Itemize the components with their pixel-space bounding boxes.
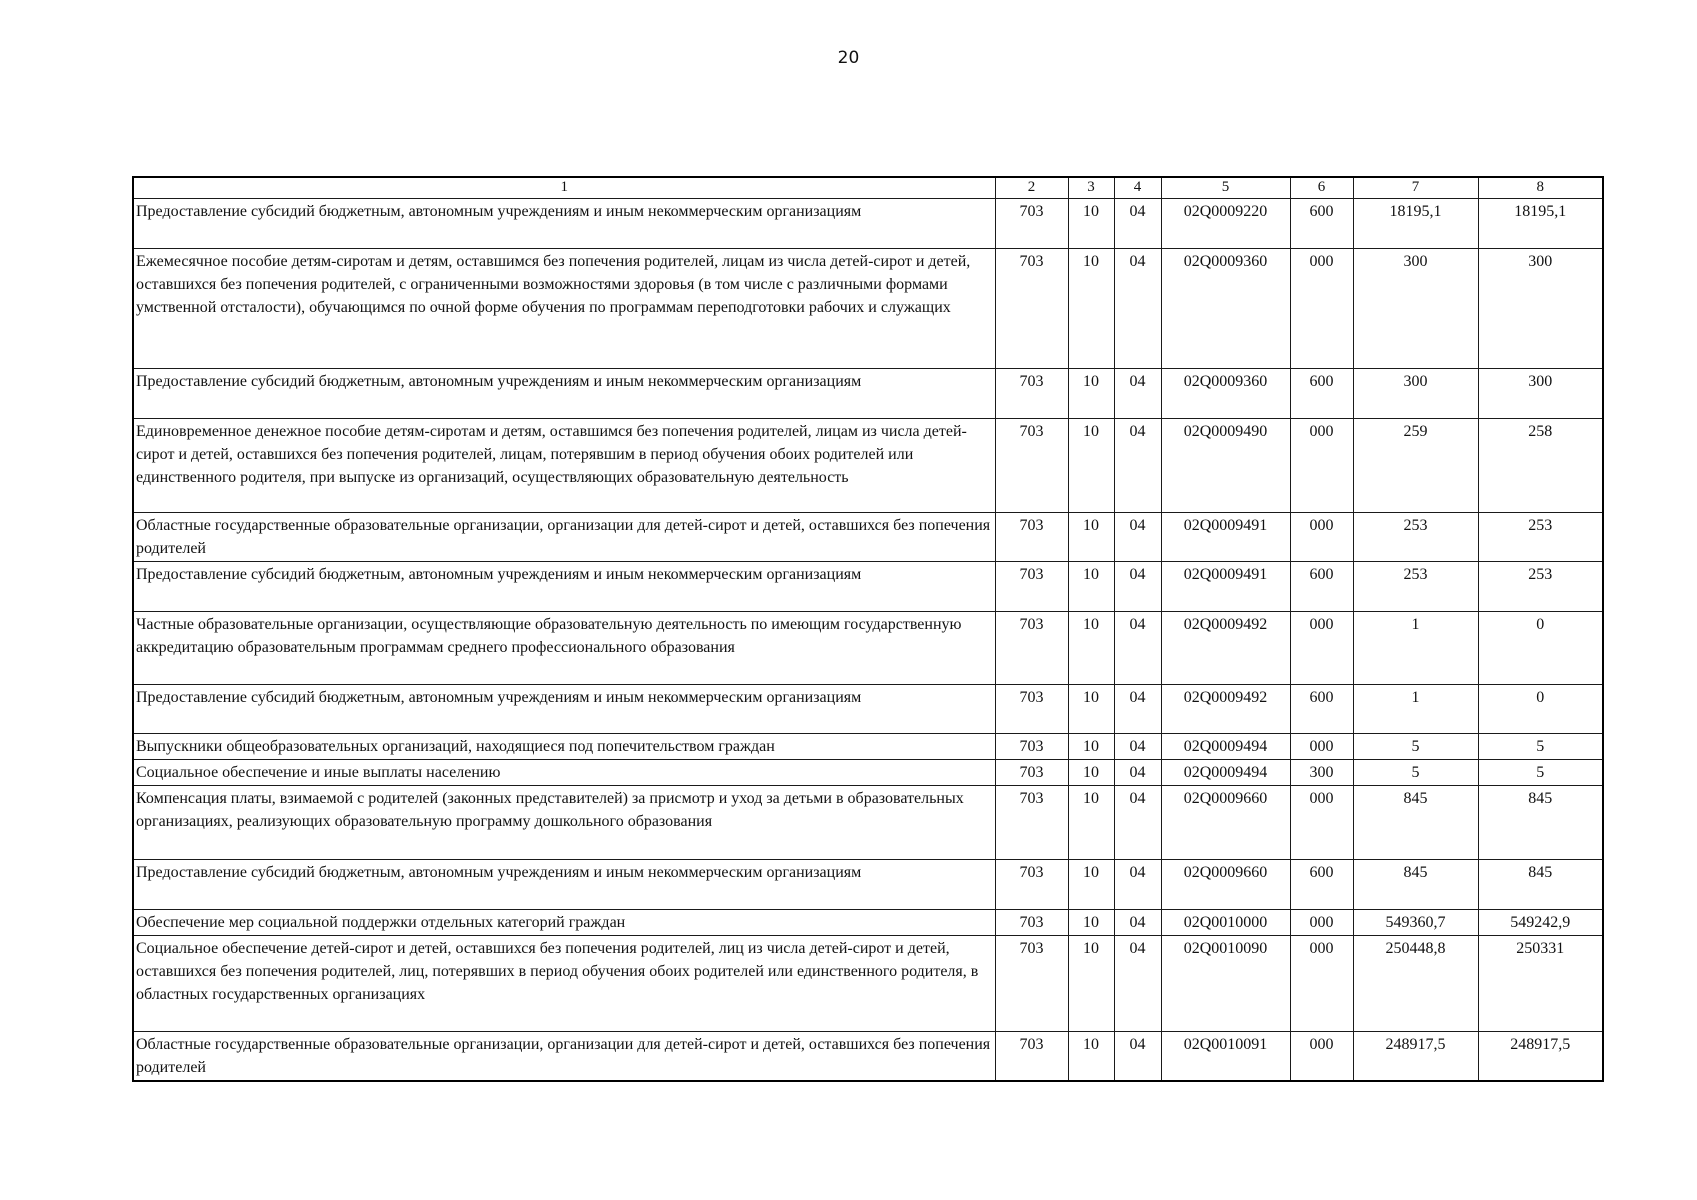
- row-code-6: 600: [1290, 685, 1353, 734]
- row-code-3: 10: [1068, 936, 1114, 1032]
- row-code-3: 10: [1068, 249, 1114, 369]
- row-code-4: 04: [1114, 513, 1161, 562]
- row-code-2: 703: [995, 734, 1068, 760]
- table-row: [133, 612, 1603, 685]
- row-value-8: 5: [1478, 760, 1603, 786]
- row-code-3: 10: [1068, 760, 1114, 786]
- row-value-8: 18195,1: [1478, 199, 1603, 249]
- column-header: 3: [1068, 177, 1114, 199]
- page-number: 20: [837, 48, 860, 68]
- row-value-8: 253: [1478, 562, 1603, 612]
- row-name: Единовременное денежное пособие детям-сиротам и детям, оставшимся без попечения родителей, лицам из числа детей-сирот и детей, оставшихся без попечения родителей, лицам, потерявшим в период обучения обоих родителей или единственного родителя, при выпуске из организаций, осуществляющих образовательную деятельность: [133, 419, 995, 513]
- row-code-2: 703: [995, 513, 1068, 562]
- row-code-6: 000: [1290, 786, 1353, 860]
- row-value-7: 18195,1: [1353, 199, 1478, 249]
- row-code-6: 600: [1290, 860, 1353, 910]
- row-code-2: 703: [995, 1032, 1068, 1082]
- table-row: [133, 860, 1603, 910]
- row-code-6: 600: [1290, 199, 1353, 249]
- row-code-5: 02Q0009660: [1161, 860, 1290, 910]
- row-value-7: 845: [1353, 786, 1478, 860]
- row-value-7: 248917,5: [1353, 1032, 1478, 1082]
- row-value-8: 250331: [1478, 936, 1603, 1032]
- table-row: [133, 249, 1603, 369]
- row-code-2: 703: [995, 936, 1068, 1032]
- row-value-8: 549242,9: [1478, 910, 1603, 936]
- row-code-4: 04: [1114, 685, 1161, 734]
- row-value-7: 549360,7: [1353, 910, 1478, 936]
- column-header: 2: [995, 177, 1068, 199]
- row-code-3: 10: [1068, 562, 1114, 612]
- row-code-3: 10: [1068, 910, 1114, 936]
- row-code-4: 04: [1114, 562, 1161, 612]
- row-code-6: 000: [1290, 419, 1353, 513]
- row-code-5: 02Q0009360: [1161, 369, 1290, 419]
- row-name: Компенсация платы, взимаемой с родителей (законных представителей) за присмотр и уход за детьми в образовательных организациях, реализующих образовательную программу дошкольного образования: [133, 786, 995, 860]
- row-value-7: 253: [1353, 513, 1478, 562]
- row-code-6: 000: [1290, 910, 1353, 936]
- row-name: Ежемесячное пособие детям-сиротам и детям, оставшимся без попечения родителей, лицам из числа детей-сирот и детей, оставшихся без попечения родителей, с ограниченными возможностями здоровья (в том числе с различными формами умственной отсталости), обучающимся по очной форме обучения по программам переподготовки рабочих и служащих: [133, 249, 995, 369]
- row-code-3: 10: [1068, 369, 1114, 419]
- row-code-5: 02Q0009490: [1161, 419, 1290, 513]
- row-code-3: 10: [1068, 1032, 1114, 1082]
- column-header: 5: [1161, 177, 1290, 199]
- row-code-3: 10: [1068, 685, 1114, 734]
- table-row: [133, 419, 1603, 513]
- row-code-2: 703: [995, 786, 1068, 860]
- table-row: [133, 734, 1603, 760]
- row-code-5: 02Q0010090: [1161, 936, 1290, 1032]
- row-code-6: 000: [1290, 734, 1353, 760]
- row-code-6: 000: [1290, 1032, 1353, 1082]
- column-header: 1: [133, 177, 995, 199]
- row-code-4: 04: [1114, 1032, 1161, 1082]
- row-code-3: 10: [1068, 860, 1114, 910]
- row-value-7: 845: [1353, 860, 1478, 910]
- row-value-7: 259: [1353, 419, 1478, 513]
- row-code-6: 300: [1290, 760, 1353, 786]
- row-code-2: 703: [995, 910, 1068, 936]
- row-value-7: 250448,8: [1353, 936, 1478, 1032]
- row-code-6: 000: [1290, 249, 1353, 369]
- row-value-8: 300: [1478, 369, 1603, 419]
- row-value-7: 253: [1353, 562, 1478, 612]
- row-code-2: 703: [995, 760, 1068, 786]
- row-code-4: 04: [1114, 760, 1161, 786]
- header-row: [133, 177, 1603, 199]
- table-row: [133, 910, 1603, 936]
- table-row: [133, 199, 1603, 249]
- row-name: Выпускники общеобразовательных организаций, находящиеся под попечительством граждан: [133, 734, 995, 760]
- row-code-4: 04: [1114, 612, 1161, 685]
- column-header: 8: [1478, 177, 1603, 199]
- row-code-4: 04: [1114, 369, 1161, 419]
- table-row: [133, 760, 1603, 786]
- row-value-7: 5: [1353, 734, 1478, 760]
- table-row: [133, 369, 1603, 419]
- row-name: Предоставление субсидий бюджетным, автономным учреждениям и иным некоммерческим организациям: [133, 685, 995, 734]
- row-code-3: 10: [1068, 612, 1114, 685]
- row-code-5: 02Q0009492: [1161, 612, 1290, 685]
- row-value-8: 248917,5: [1478, 1032, 1603, 1082]
- row-code-6: 000: [1290, 513, 1353, 562]
- table-row: [133, 685, 1603, 734]
- row-code-5: 02Q0009220: [1161, 199, 1290, 249]
- table-row: [133, 562, 1603, 612]
- row-value-7: 1: [1353, 612, 1478, 685]
- row-name: Предоставление субсидий бюджетным, автономным учреждениям и иным некоммерческим организациям: [133, 199, 995, 249]
- row-code-4: 04: [1114, 419, 1161, 513]
- row-value-7: 5: [1353, 760, 1478, 786]
- row-value-8: 300: [1478, 249, 1603, 369]
- row-code-2: 703: [995, 612, 1068, 685]
- row-value-7: 300: [1353, 369, 1478, 419]
- row-code-5: 02Q0009491: [1161, 562, 1290, 612]
- row-code-6: 600: [1290, 562, 1353, 612]
- row-code-6: 000: [1290, 612, 1353, 685]
- row-code-2: 703: [995, 369, 1068, 419]
- row-code-5: 02Q0009492: [1161, 685, 1290, 734]
- row-code-4: 04: [1114, 199, 1161, 249]
- row-name: Предоставление субсидий бюджетным, автономным учреждениям и иным некоммерческим организациям: [133, 860, 995, 910]
- row-code-6: 600: [1290, 369, 1353, 419]
- row-code-3: 10: [1068, 786, 1114, 860]
- row-code-3: 10: [1068, 513, 1114, 562]
- row-name: Областные государственные образовательные организации, организации для детей-сирот и детей, оставшихся без попечения родителей: [133, 513, 995, 562]
- table-row: [133, 936, 1603, 1032]
- row-code-2: 703: [995, 685, 1068, 734]
- row-code-4: 04: [1114, 249, 1161, 369]
- row-value-8: 845: [1478, 860, 1603, 910]
- row-name: Предоставление субсидий бюджетным, автономным учреждениям и иным некоммерческим организациям: [133, 369, 995, 419]
- row-value-8: 253: [1478, 513, 1603, 562]
- row-code-4: 04: [1114, 936, 1161, 1032]
- row-code-2: 703: [995, 199, 1068, 249]
- row-value-8: 258: [1478, 419, 1603, 513]
- row-value-7: 1: [1353, 685, 1478, 734]
- row-value-7: 300: [1353, 249, 1478, 369]
- row-code-3: 10: [1068, 734, 1114, 760]
- row-name: Обеспечение мер социальной поддержки отдельных категорий граждан: [133, 910, 995, 936]
- row-value-8: 0: [1478, 685, 1603, 734]
- row-name: Частные образовательные организации, осуществляющие образовательную деятельность по имеющим государственную аккредитацию образовательным программам среднего профессионального образования: [133, 612, 995, 685]
- column-header: 6: [1290, 177, 1353, 199]
- row-code-5: 02Q0009491: [1161, 513, 1290, 562]
- row-code-3: 10: [1068, 199, 1114, 249]
- row-name: Областные государственные образовательные организации, организации для детей-сирот и детей, оставшихся без попечения родителей: [133, 1032, 995, 1082]
- column-header: 4: [1114, 177, 1161, 199]
- row-name: Предоставление субсидий бюджетным, автономным учреждениям и иным некоммерческим организациям: [133, 562, 995, 612]
- row-value-8: 845: [1478, 786, 1603, 860]
- row-value-8: 0: [1478, 612, 1603, 685]
- budget-table: [132, 176, 1604, 1082]
- row-value-8: 5: [1478, 734, 1603, 760]
- row-code-2: 703: [995, 249, 1068, 369]
- row-code-2: 703: [995, 860, 1068, 910]
- row-code-4: 04: [1114, 860, 1161, 910]
- row-code-5: 02Q0009494: [1161, 760, 1290, 786]
- row-code-5: 02Q0010000: [1161, 910, 1290, 936]
- row-code-4: 04: [1114, 786, 1161, 860]
- row-code-5: 02Q0010091: [1161, 1032, 1290, 1082]
- column-header: 7: [1353, 177, 1478, 199]
- row-code-4: 04: [1114, 734, 1161, 760]
- row-code-3: 10: [1068, 419, 1114, 513]
- table-row: [133, 786, 1603, 860]
- table-row: [133, 1032, 1603, 1082]
- row-name: Социальное обеспечение детей-сирот и детей, оставшихся без попечения родителей, лиц из числа детей-сирот и детей, оставшихся без попечения родителей, лиц, потерявших в период обучения обоих родителей или единственного родителя, в областных государственных организациях: [133, 936, 995, 1032]
- row-code-2: 703: [995, 419, 1068, 513]
- row-code-2: 703: [995, 562, 1068, 612]
- row-code-6: 000: [1290, 936, 1353, 1032]
- row-code-5: 02Q0009494: [1161, 734, 1290, 760]
- row-code-4: 04: [1114, 910, 1161, 936]
- row-code-5: 02Q0009660: [1161, 786, 1290, 860]
- table-row: [133, 513, 1603, 562]
- row-name: Социальное обеспечение и иные выплаты населению: [133, 760, 995, 786]
- row-code-5: 02Q0009360: [1161, 249, 1290, 369]
